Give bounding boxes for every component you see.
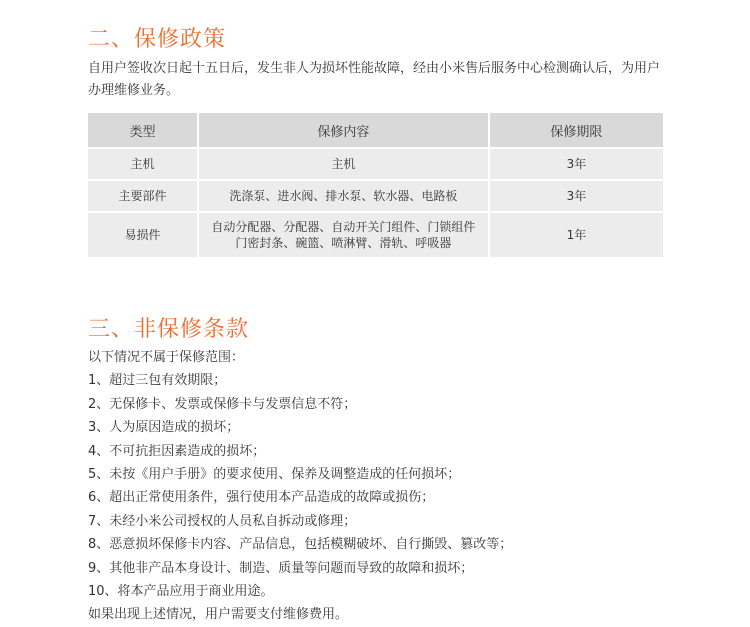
table-header-row — [88, 113, 663, 148]
non-warranty-lead: 以下情况不属于保修范围： — [88, 350, 245, 365]
list-item: 5、未按《用户手册》的要求使用、保养及调整造成的任何损坏； — [88, 466, 461, 482]
row-type: 主要部件 — [88, 180, 198, 212]
row-content-line: 主机 — [331, 157, 356, 171]
row-content — [198, 212, 489, 258]
row-type: 易损件 — [88, 212, 198, 258]
header-period: 保修期限 — [489, 113, 663, 148]
row-content — [198, 148, 489, 180]
warranty-table — [88, 113, 663, 259]
warranty-policy-intro: 自用户签收次日起十五日后，发生非人为损坏性能故障，经由小米售后服务中心检测确认后，为用户办理维修业务。 — [88, 61, 661, 98]
list-item: 7、未经小米公司授权的人员私自拆动或修理； — [88, 513, 357, 529]
list-item: 8、恶意损坏保修卡内容、产品信息，包括模糊破坏、自行撕毁、篡改等； — [88, 537, 513, 553]
row-content — [198, 180, 489, 212]
list-item: 10、将本产品应用于商业用途。 — [88, 583, 274, 599]
row-type: 主机 — [88, 148, 198, 180]
list-item: 3、人为原因造成的损坏； — [88, 420, 240, 436]
non-warranty-list — [88, 346, 512, 627]
warranty-policy-title: 二、保修政策 — [88, 27, 227, 52]
list-item: 4、不可抗拒因素造成的损坏； — [88, 443, 266, 459]
non-warranty-title: 三、非保修条款 — [88, 317, 250, 342]
row-period: 1年 — [489, 212, 663, 258]
list-item: 1、超过三包有效期限； — [88, 373, 227, 389]
table-row — [88, 148, 663, 180]
row-period: 3年 — [489, 148, 663, 180]
header-type: 类型 — [88, 113, 198, 148]
table-row — [88, 180, 663, 212]
list-item: 9、其他非产品本身设计、制造、质量等问题而导致的故障和损坏； — [88, 560, 474, 576]
row-content-line: 门密封条、碗篮、喷淋臂、滑轨、呼吸器 — [235, 236, 452, 250]
list-item: 2、无保修卡、发票或保修卡与发票信息不符； — [88, 396, 357, 412]
header-content: 保修内容 — [198, 113, 489, 148]
list-item: 6、超出正常使用条件，强行使用本产品造成的故障或损伤； — [88, 490, 435, 506]
row-period: 3年 — [489, 180, 663, 212]
row-content-line: 洗涤泵、进水阀、排水泵、软水器、电路板 — [229, 189, 458, 203]
non-warranty-closing: 如果出现上述情况，用户需要支付维修费用。 — [88, 607, 349, 623]
row-content-line: 自动分配器、分配器、自动开关门组件、门锁组件 — [211, 220, 476, 234]
table-row — [88, 212, 663, 258]
